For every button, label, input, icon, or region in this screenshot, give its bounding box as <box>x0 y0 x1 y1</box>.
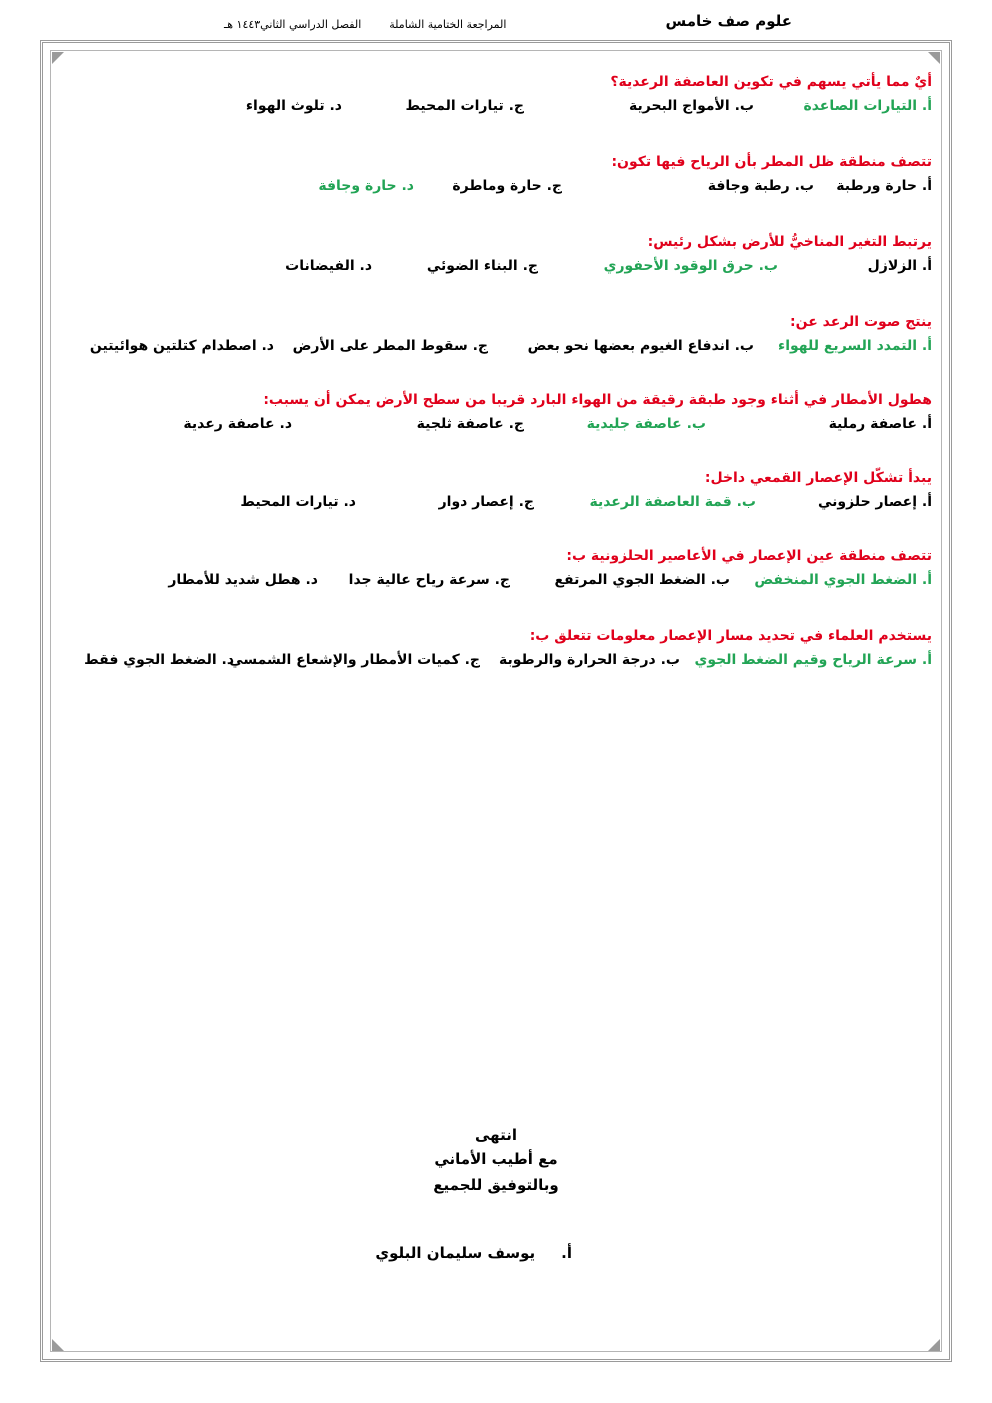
option-d: د. الضغط الجوي فقط <box>84 652 234 668</box>
teacher-name: يوسف سليمان البلوي <box>375 1244 536 1262</box>
option-d: د. عاصفة رعدية <box>183 416 292 432</box>
question-text: تتصف منطقة عين الإعصار في الأعاصير الحلزونية ب: <box>566 548 932 564</box>
option-b: ب. درجة الحرارة والرطوبة <box>499 652 680 668</box>
option-d: د. تيارات المحيط <box>240 494 356 510</box>
teacher-signature <box>349 1244 572 1262</box>
question-text: تتصف منطقة ظل المطر بأن الرياح فيها تكون: <box>611 154 932 170</box>
question-block <box>52 546 932 592</box>
options-row <box>52 650 932 672</box>
options-row <box>52 492 932 514</box>
header-review: المراجعة الختامية الشاملة <box>389 18 507 31</box>
option-a: أ. عاصفة رملية <box>828 416 932 432</box>
question-text: أيٌ مما يأتي يسهم في تكوين العاصفة الرعدية؟ <box>610 74 932 90</box>
option-d: د. حارة وجافة <box>318 178 414 194</box>
options-row <box>52 96 932 118</box>
option-c: ج. عاصفة ثلجية <box>416 416 524 432</box>
corner-ornament <box>52 1339 64 1351</box>
option-b: ب. رطبة وجافة <box>707 178 814 194</box>
question-block <box>52 72 932 118</box>
option-a: أ. سرعة الرياح وقيم الضغط الجوي <box>694 652 932 668</box>
option-b: ب. عاصفة جليدية <box>586 416 706 432</box>
options-row <box>52 570 932 592</box>
question-block <box>52 468 932 514</box>
option-c: ج. سرعة رياح عالية جدا <box>348 572 510 588</box>
question-block <box>52 312 932 358</box>
option-d: د. هطل شديد للأمطار <box>168 572 318 588</box>
option-c: ج. تيارات المحيط <box>405 98 524 114</box>
option-a: أ. إعصار حلزوني <box>818 494 932 510</box>
option-c: ج. حارة وماطرة <box>452 178 562 194</box>
corner-ornament <box>928 52 940 64</box>
question-block <box>52 232 932 278</box>
option-c: ج. كميات الأمطار والإشعاع الشمسي <box>229 652 480 668</box>
corner-ornament <box>52 52 64 64</box>
question-text: يستخدم العلماء في تحديد مسار الإعصار معلومات تتعلق ب: <box>529 628 932 644</box>
option-c: ج. إعصار دوار <box>438 494 534 510</box>
option-d: د. تلوث الهواء <box>245 98 342 114</box>
header-subject: علوم صف خامس <box>665 12 792 30</box>
header-review-info <box>196 18 506 31</box>
closing-end: انتهى <box>475 1126 517 1144</box>
question-text: هطول الأمطار في أثناء وجود طبقة رقيقة من الهواء البارد قريبا من سطح الأرض يمكن أن يسبب: <box>263 392 932 408</box>
teacher-title: أ. <box>561 1244 572 1262</box>
option-a: أ. الضغط الجوي المنخفض <box>754 572 932 588</box>
option-a: أ. التمدد السريع للهواء <box>778 338 932 354</box>
header-term: الفصل الدراسي الثاني١٤٤٣ هـ <box>224 18 362 31</box>
options-row <box>52 414 932 436</box>
question-text: يرتبط التغير المناخيُّ للأرض بشكل رئيس: <box>647 234 932 250</box>
option-c: ج. البناء الضوئي <box>426 258 538 274</box>
option-a: أ. الزلازل <box>867 258 932 274</box>
options-row <box>52 256 932 278</box>
question-block <box>52 152 932 198</box>
option-d: د. الفيضانات <box>285 258 372 274</box>
closing-wishes: مع أطيب الأماني <box>434 1150 558 1168</box>
option-b: ب. حرق الوقود الأحفوري <box>603 258 778 274</box>
corner-ornament <box>928 1339 940 1351</box>
closing-success: وبالتوفيق للجميع <box>433 1176 559 1194</box>
option-d: د. اصطدام كتلتين هوائيتين <box>89 338 274 354</box>
option-b: ب. قمة العاصفة الرعدية <box>589 494 756 510</box>
option-a: أ. حارة ورطبة <box>836 178 932 194</box>
option-a: أ. التيارات الصاعدة <box>803 98 932 114</box>
question-block <box>52 626 932 672</box>
question-text: يبدأ تشكّل الإعصار القمعي داخل: <box>704 470 932 486</box>
options-row <box>52 336 932 358</box>
question-text: ينتج صوت الرعد عن: <box>790 314 932 330</box>
option-b: ب. الضغط الجوي المرتفع <box>554 572 730 588</box>
option-b: ب. اندفاع الغيوم بعضها نحو بعض <box>527 338 754 354</box>
option-c: ج. سقوط المطر على الأرض <box>292 338 488 354</box>
question-block <box>52 390 932 436</box>
options-row <box>52 176 932 198</box>
option-b: ب. الأمواج البحرية <box>628 98 754 114</box>
